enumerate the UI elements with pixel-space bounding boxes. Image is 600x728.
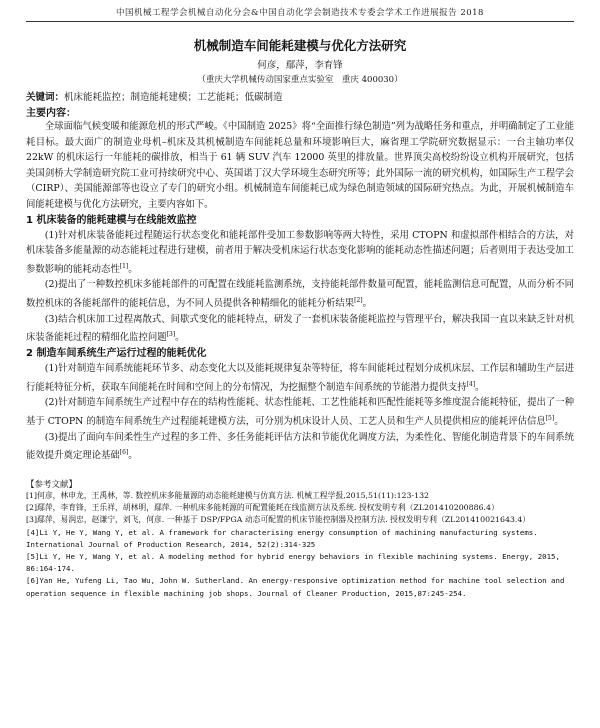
section-2-paragraph-3: [26, 430, 574, 464]
reference-item: [5]Li Y, He Y, Wang Y, et al. A modeling method for hybrid energy behaviors in flexible machining systems. Energy, 2015, 86:164-174.: [26, 552, 560, 574]
paragraph-end: 。: [475, 381, 485, 393]
section-2-paragraph-2: [26, 395, 574, 429]
paragraph-end: 。: [554, 416, 564, 428]
paragraph-text: (1)针对制造车间系统能耗环节多、动态变化大以及能耗规律复杂等特征，将车间能耗过程划分成机床层、工作层和辅助生产层进行能耗特征分析，获取车间能耗在时间和空间上的分布情况，为挖掘整个制造车间系统的节能潜力提供支持: [26, 363, 574, 393]
paragraph-text: (3)结合机床加工过程离散式、间歇式变化的能耗特点，研发了一套机床装备能耗监控与管理平台，解决我国一直以来缺乏针对机床装备能耗过程的精细化监控问题: [26, 313, 574, 344]
citation-mark: [4]: [466, 380, 476, 388]
section-2-heading: 2 制造车间系统生产运行过程的能耗优化: [26, 348, 207, 360]
paragraph-text: (2)提出了一种数控机床多能耗部件的可配置在线能耗监测系统，支持能耗部件数量可配置，能耗监测信息可配置，从而分析不同数控机床的各能耗部件的能耗信息，为不同人员提供各种精细化的能耗分析结果: [26, 279, 574, 310]
references-title: 【参考文献】: [26, 480, 78, 491]
paper-title: 机械制造车间能耗建模与优化方法研究: [193, 38, 407, 53]
intro-paragraph: 全球面临气候变暖和能源危机的形式严峻。《中国制造 2025》将“全面推行绿色制造”列为战略任务和重点，并明确制定了工业能耗目标。最大面广的制造业母机–机床及其机械制造车间能耗总量和环境影响巨大，麻省理工学院研究数据显示：一台主轴功率仅 22kW 的机床运行一年能耗的碳排放，相当于 61 辆 SUV 汽车 12000 英里的排放量。世界顶尖高校纷纷设立机构开展研究，包括美国剑桥大学制造研究院工业可持续研究中心、英国诺丁汉大学环境生态研究所等；此外国际一流的研究机构，如国际生产工程学会（CIRP）、美国能源部等也设立了专门的研究小组。机械制造车间能耗已成为绿色制造领域的国际研究热点。为此，开展机械制造车间能耗建模与优化方法研究，主要内容如下。: [26, 121, 574, 210]
paragraph-text: (3)提出了面向车间柔性生产过程的多工件、多任务能耗评估方法和节能优化调度方法，为柔性化、智能化制造背景下的车间系统能效提升奠定理论基础: [26, 431, 574, 462]
citation-mark: [6]: [119, 449, 129, 457]
keywords-line: [26, 89, 574, 103]
reference-item: [1]何彦，林申龙，王禹林，等. 数控机床多能量源的动态能耗建模与仿真方法. 机械工程学报,2015,51(11):123-132: [26, 491, 429, 501]
keywords-label: 关键词：: [26, 92, 65, 103]
paragraph-text: (2)针对制造车间系统生产过程中存在的结构性能耗、状态性能耗、工艺性能耗和匹配性能耗等多维度混合能耗特征，提出了一种基于 CTOPN 的制造车间系统生产过程能耗建模方法，可分别为机床设计人员、工艺人员和生产人员提供相应的能耗评估信息: [26, 397, 574, 428]
section-1-heading: 1 机床装备的能耗建模与在线能效监控: [26, 214, 197, 226]
citation-mark: [3]: [166, 331, 176, 339]
reference-item: [3]鄢萍，易润忠，赵谦宁，刘飞，何彦. 一种基于 DSP/FPGA 动态可配置的机床节能控制器及控制方法. 授权发明专利（ZL201410021643.4）: [26, 515, 531, 525]
citation-mark: [2]: [354, 297, 363, 305]
running-header: 中国机械工程学会机械自动化分会&中国自动化学会制造技术专委会学术工作进展报告 2018: [26, 6, 574, 22]
paper-authors: 何彦，鄢萍，李育锋: [257, 60, 343, 71]
paragraph-end: 。: [128, 450, 138, 462]
citation-mark: [1]: [119, 262, 129, 270]
paragraph-end: 。: [128, 263, 138, 275]
section-1-paragraph-3: [26, 312, 574, 346]
section-1-paragraph-2: [26, 277, 574, 311]
paragraph-end: 。: [175, 332, 185, 344]
citation-mark: [5]: [545, 415, 555, 422]
section-1-paragraph-1: [26, 228, 574, 278]
section-2-paragraph-1: [26, 361, 574, 395]
reference-item: [2]鄢萍，李育锋，王乐祥，胡林明，鄢萍. 一种机床多能耗源的可配置能耗在线监测方法及系统. 授权发明专利（ZL201410200886.4）: [26, 503, 499, 513]
keywords-text: 机床能耗监控；制造能耗建模；工艺能耗；低碳制造: [64, 92, 283, 103]
reference-item: [6]Yan He, Yufeng Li, Tao Wu, John W. Sutherland. An energy-responsive optimization method for machine tool selection and operation sequence in flexible machining job shops. Journal of Cleaner Production, 2015,87:245-254.: [26, 576, 565, 598]
paragraph-text: (1)针对机床装备能耗过程随运行状态变化和能耗部件受加工参数影响等两大特性，采用 CTOPN 和虚拟部件相结合的方法，对机床装备多能量源的动态能耗过程进行建模，前者用于解决受机床运行状态变化影响的能耗动态性描述问题；后者则用于表达受加工参数影响的能耗动态性: [26, 229, 574, 275]
paper-affiliation: （重庆大学机械传动国家重点实验室 重庆 400030）: [197, 75, 403, 85]
main-content-label: 主要内容：: [26, 108, 76, 119]
paragraph-end: 。: [362, 298, 373, 310]
reference-item: [4]Li Y, He Y, Wang Y, et al. A framework for characterising energy consumption of machining manufacturing systems. International Journal of Production Research, 2014, 52(2):314-325: [26, 527, 538, 549]
